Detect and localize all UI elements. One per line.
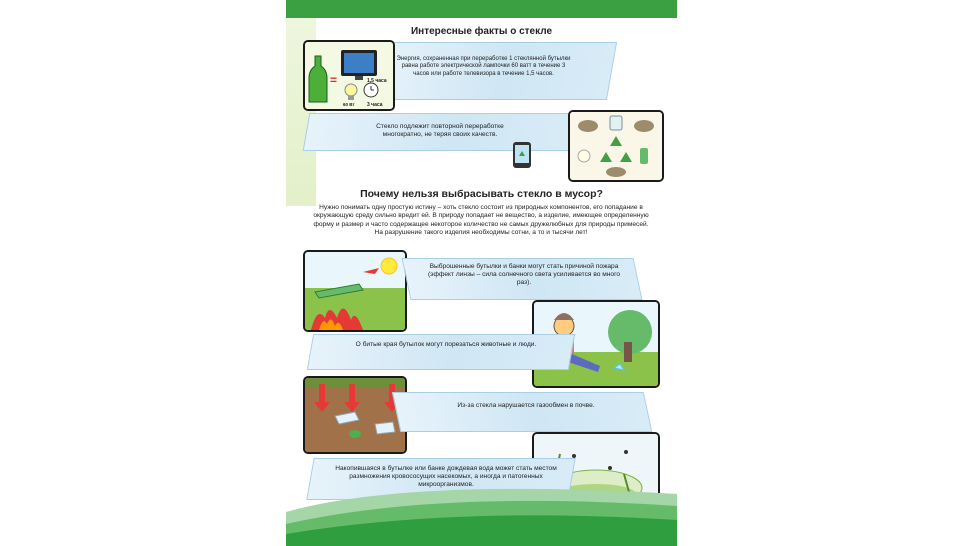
facts-heading: Интересные факты о стекле — [410, 26, 553, 37]
equals-sign: = — [330, 73, 338, 87]
energy-svg — [305, 42, 393, 109]
soil-svg — [305, 378, 405, 452]
why-heading: Почему нельзя выбрасывать стекло в мусор? — [360, 188, 603, 200]
phone-mascot-icon — [510, 140, 534, 172]
fact-energy-text: Энергия, сохраненная при переработке 1 стеклянной бутылки равна работе электрической лампочки 60 ватт в течение 3 часов или работе телевизора в течение 1,5 часов. — [396, 56, 571, 77]
svg-text:1,5 часа: 1,5 часа — [367, 78, 387, 84]
bottom-green-wave — [286, 476, 677, 546]
intro-paragraph: Нужно понимать одну простую истину – хоть стекло состоит из природных компонентов, его попадание в окружающую среду сильно вредит ей. В природу попадает не вещество, а изделие, имеющее определенную форму и размер и часто содержащее некоторое количество не самых дружелюбных для природы примесей. На разрушение такого изделия необходимы сотни, а то и тысячи лет! — [313, 204, 649, 237]
fact-cut-text: О битые края бутылок могут порезаться животные и люди. — [355, 341, 537, 348]
poster-page — [286, 0, 677, 546]
recycle-illustration — [568, 110, 664, 182]
soil-illustration — [303, 376, 407, 454]
fact-fire-text: Выброшенные бутылки и банки могут стать причиной пожара (эффект линзы – сила солнечного света усиливается во много раз). — [427, 263, 621, 287]
svg-text:3 часа: 3 часа — [367, 102, 383, 108]
lamp-icon — [345, 84, 357, 96]
fact-recycle-text: Стекло подлежит повторной переработке многократно, не теряя своих качеств. — [376, 123, 504, 139]
fire-illustration — [303, 250, 407, 332]
top-green-band — [286, 0, 677, 18]
fact-insects-text: Накопившаяся в бутылке или банке дождевая вода может стать местом размножения кровососущих насекомых, а иногда и патогенных микроорганизмов. — [335, 465, 557, 489]
fact-ribbon-soil — [392, 392, 653, 432]
fact-soil-text: Из-за стекла нарушается газообмен в почве. — [457, 402, 595, 409]
fire-svg — [305, 252, 405, 330]
recycle-svg — [570, 112, 662, 180]
energy-illustration — [303, 40, 395, 111]
fact-ribbon-cut — [307, 334, 575, 370]
svg-text:60 Вт: 60 Вт — [343, 102, 355, 107]
sun-icon — [381, 258, 397, 274]
